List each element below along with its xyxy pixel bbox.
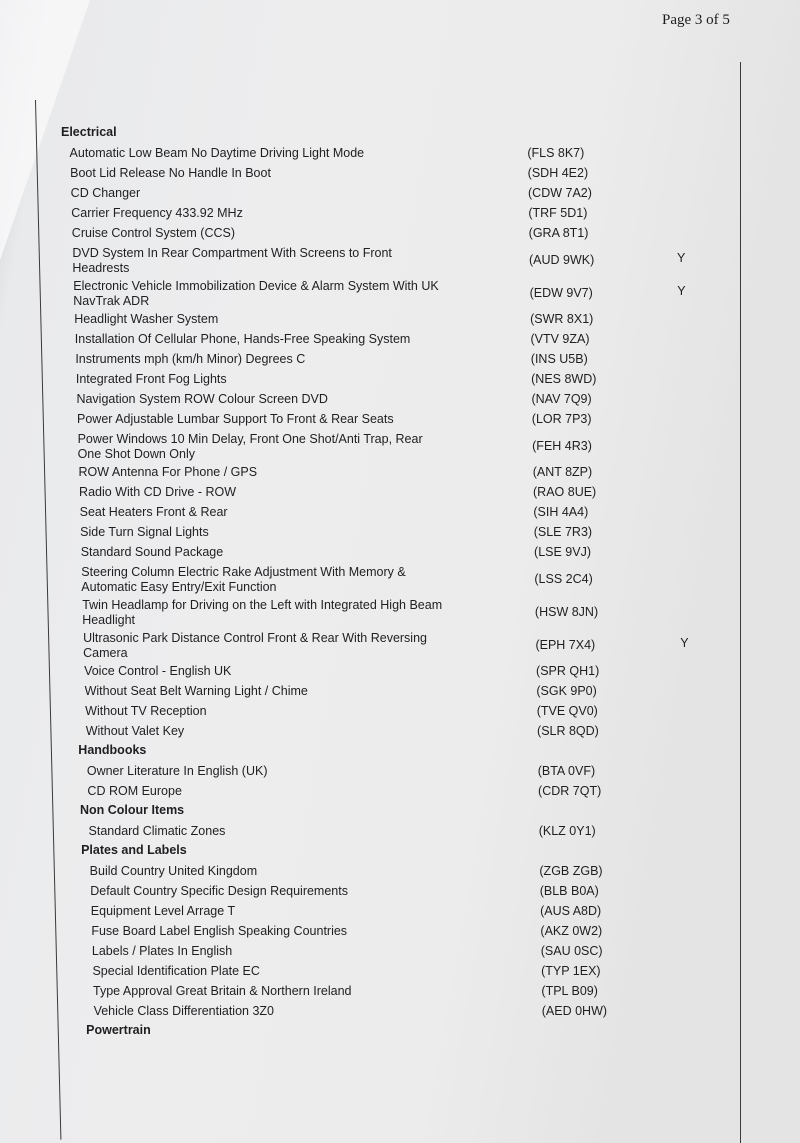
option-description-line: Carrier Frequency 433.92 MHz bbox=[71, 206, 243, 220]
option-code: (RAO 8UE) bbox=[533, 485, 597, 499]
option-code: (SLE 7R3) bbox=[533, 525, 593, 539]
option-description-line: Default Country Specific Design Requirements bbox=[90, 884, 348, 898]
option-code: (TRF 5D1) bbox=[528, 206, 588, 220]
option-description bbox=[71, 206, 243, 221]
option-description-line: Navigation System ROW Colour Screen DVD bbox=[76, 392, 328, 406]
section-heading: Powertrain bbox=[86, 1023, 151, 1037]
option-description-line: Radio With CD Drive - ROW bbox=[79, 485, 237, 499]
option-description bbox=[71, 186, 140, 201]
option-description-line: Cruise Control System (CCS) bbox=[71, 226, 236, 240]
option-code: (SPR QH1) bbox=[536, 664, 600, 678]
option-description bbox=[87, 784, 181, 799]
page-number: Page 3 of 5 bbox=[662, 12, 730, 28]
option-description bbox=[76, 392, 327, 407]
option-description-line: Seat Heaters Front & Rear bbox=[79, 505, 228, 519]
option-description-line: Special Identification Plate EC bbox=[92, 964, 260, 978]
option-description bbox=[77, 412, 394, 427]
option-code: (CDR 7QT) bbox=[538, 784, 602, 798]
option-code: (AUS A8D) bbox=[540, 904, 602, 918]
option-description bbox=[90, 884, 348, 899]
option-description bbox=[83, 631, 427, 661]
option-description-line: Equipment Level Arrage T bbox=[90, 904, 236, 918]
option-description bbox=[80, 505, 228, 520]
option-description bbox=[90, 864, 257, 879]
option-code: (ZGB ZGB) bbox=[539, 864, 603, 878]
option-code: (LSE 9VJ) bbox=[534, 545, 591, 559]
option-description-line: Twin Headlamp for Driving on the Left with Integrated High Beam bbox=[82, 598, 443, 612]
option-description bbox=[92, 944, 232, 959]
option-code: (VTV 9ZA) bbox=[530, 332, 590, 346]
option-description bbox=[81, 545, 223, 560]
option-description bbox=[80, 525, 209, 540]
option-description bbox=[75, 332, 411, 347]
option-code: (FEH 4R3) bbox=[532, 439, 592, 453]
section-heading: Non Colour Items bbox=[79, 803, 185, 817]
option-code: (TYP 1EX) bbox=[541, 964, 601, 978]
option-description bbox=[93, 984, 351, 999]
option-code: (HSW 8JN) bbox=[534, 605, 599, 619]
option-description-line: Voice Control - English UK bbox=[84, 664, 232, 678]
option-code: (LSS 2C4) bbox=[534, 572, 593, 586]
option-code: (SLR 8QD) bbox=[537, 724, 599, 738]
option-description bbox=[78, 465, 257, 480]
option-description-line: Instruments mph (km/h Minor) Degrees C bbox=[75, 352, 306, 366]
option-description-line: Side Turn Signal Lights bbox=[80, 525, 209, 539]
option-description bbox=[78, 432, 423, 462]
option-description-line: Build Country United Kingdom bbox=[89, 864, 258, 878]
option-description-line: CD Changer bbox=[70, 186, 141, 200]
option-description-line: Power Windows 10 Min Delay, Front One Shot/Anti Trap, Rear bbox=[77, 432, 423, 446]
option-code: (GRA 8T1) bbox=[528, 226, 589, 240]
option-code: (NAV 7Q9) bbox=[531, 392, 592, 406]
option-code: (AED 0HW) bbox=[541, 1004, 608, 1018]
option-description bbox=[74, 312, 218, 327]
option-flag: Y bbox=[677, 284, 686, 298]
option-description-line: Automatic Low Beam No Daytime Driving Light Mode bbox=[69, 146, 365, 160]
option-code: (SDH 4E2) bbox=[527, 166, 589, 180]
option-description bbox=[84, 664, 231, 679]
option-description bbox=[70, 166, 271, 181]
option-description-line: Headlight bbox=[82, 613, 136, 627]
section-heading: Electrical bbox=[61, 125, 117, 139]
option-description-line: Camera bbox=[83, 646, 128, 660]
option-description-line: ROW Antenna For Phone / GPS bbox=[78, 465, 258, 479]
option-flag: Y bbox=[677, 251, 686, 265]
option-description bbox=[76, 372, 227, 387]
option-description bbox=[85, 704, 206, 719]
option-code: (INS U5B) bbox=[530, 352, 588, 366]
option-description-line: Standard Sound Package bbox=[80, 545, 224, 559]
option-description-line: Type Approval Great Britain & Northern Ireland bbox=[93, 984, 352, 998]
option-description-line: Owner Literature In English (UK) bbox=[86, 764, 268, 778]
option-description-line: Power Adjustable Lumbar Support To Front & Rear Seats bbox=[77, 412, 394, 426]
option-description-line: Without Seat Belt Warning Light / Chime bbox=[84, 684, 308, 698]
option-description-line: Boot Lid Release No Handle In Boot bbox=[70, 166, 271, 180]
option-description bbox=[73, 279, 438, 309]
option-description-line: Fuse Board Label English Speaking Countries bbox=[91, 924, 348, 938]
option-code: (TVE QV0) bbox=[536, 704, 598, 718]
option-description bbox=[72, 246, 392, 276]
option-description bbox=[91, 924, 347, 939]
option-code: (EDW 9V7) bbox=[529, 286, 593, 300]
option-description bbox=[87, 764, 268, 779]
option-code: (AKZ 0W2) bbox=[540, 924, 603, 938]
option-code: (FLS 8K7) bbox=[527, 146, 585, 160]
option-description-line: Headlight Washer System bbox=[74, 312, 219, 326]
option-code: (ANT 8ZP) bbox=[532, 465, 593, 479]
option-description-line: Standard Climatic Zones bbox=[88, 824, 226, 838]
option-description-line: One Shot Down Only bbox=[77, 447, 195, 461]
option-description bbox=[82, 598, 442, 628]
section-heading: Handbooks bbox=[78, 743, 147, 757]
option-description bbox=[72, 226, 235, 241]
option-description bbox=[70, 146, 365, 161]
option-code: (SAU 0SC) bbox=[540, 944, 603, 958]
option-description-line: NavTrak ADR bbox=[73, 294, 150, 308]
option-description-line: Ultrasonic Park Distance Control Front & Rear With Reversing bbox=[83, 631, 427, 645]
option-description-line: Without TV Reception bbox=[85, 704, 207, 718]
option-code: (EPH 7X4) bbox=[535, 638, 596, 652]
option-description bbox=[91, 904, 235, 919]
option-description-line: Labels / Plates In English bbox=[91, 944, 233, 958]
option-description bbox=[75, 352, 305, 367]
option-code: (BTA 0VF) bbox=[537, 764, 596, 778]
option-code: (LOR 7P3) bbox=[531, 412, 592, 426]
option-description bbox=[85, 684, 308, 699]
option-code: (SWR 8X1) bbox=[530, 312, 594, 326]
option-code: (KLZ 0Y1) bbox=[538, 824, 596, 838]
option-description-line: Installation Of Cellular Phone, Hands-Free Speaking System bbox=[74, 332, 411, 346]
option-description-line: Electronic Vehicle Immobilization Device & Alarm System With UK bbox=[73, 279, 439, 293]
option-code: (BLB B0A) bbox=[539, 884, 599, 898]
option-description-line: Integrated Front Fog Lights bbox=[75, 372, 227, 386]
option-code: (AUD 9WK) bbox=[529, 253, 595, 267]
option-description bbox=[94, 1004, 274, 1019]
option-description bbox=[92, 964, 259, 979]
option-code: (TPL B09) bbox=[541, 984, 598, 998]
option-description-line: Vehicle Class Differentiation 3Z0 bbox=[93, 1004, 274, 1018]
option-flag: Y bbox=[680, 636, 689, 650]
option-description-line: Without Valet Key bbox=[85, 724, 185, 738]
option-description bbox=[81, 565, 405, 595]
option-description-line: Steering Column Electric Rake Adjustment With Memory & bbox=[81, 565, 406, 579]
option-description-line: Automatic Easy Entry/Exit Function bbox=[81, 580, 277, 594]
option-description bbox=[89, 824, 226, 839]
section-heading: Plates and Labels bbox=[81, 843, 187, 857]
option-code: (SGK 9P0) bbox=[536, 684, 597, 698]
option-code: (NES 8WD) bbox=[531, 372, 597, 386]
option-description bbox=[86, 724, 184, 739]
option-description bbox=[79, 485, 236, 500]
option-code: (SIH 4A4) bbox=[533, 505, 589, 519]
option-description-line: DVD System In Rear Compartment With Screens to Front bbox=[72, 246, 392, 260]
option-code: (CDW 7A2) bbox=[528, 186, 592, 200]
option-description-line: CD ROM Europe bbox=[87, 784, 182, 798]
option-description-line: Headrests bbox=[72, 261, 130, 275]
